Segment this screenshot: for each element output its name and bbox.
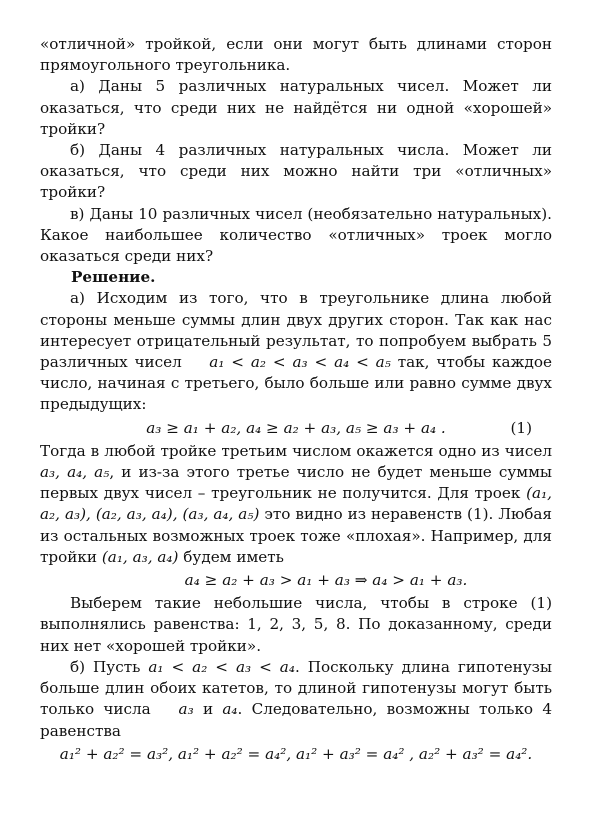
paragraph-example-numbers [40, 593, 552, 657]
math-inline: (a₁, a₃, a₄) [101, 547, 179, 566]
text: . Следовательно, возможны только 4 равенства [40, 700, 553, 740]
text: , и из-за этого третье число не будет меньше суммы первых двух чисел – треугольник не получится. Для троек [40, 463, 552, 503]
text: а) Даны 5 различных натуральных чисел. Может ли оказаться, что среди них не найдётся ни одной «хорошей» тройки? [40, 77, 552, 138]
text: . Поскольку длина гипотенузы больше длин обоих катетов, то длиной гипотенузы могут быть только числа [40, 657, 553, 719]
paragraph-solution-b [40, 657, 552, 742]
math-inline: a₁ < a₂ < a₃ < a₄ [148, 657, 295, 676]
text: и [202, 700, 214, 719]
paragraph-question-c [40, 204, 552, 268]
text: Тогда в любой тройке третьим числом окажется одно из чисел [40, 441, 552, 460]
math-display: a₁² + a₂² = a₃², a₁² + a₂² = a₄², a₁² + a₃² = a₄² , a₂² + a₃² = a₄². [59, 744, 533, 763]
text: Выберем такие небольшие числа, чтобы в строке (1) выполнялись равенства: 1, 2, 3, 5, 8. По доказанному, среди них нет «хорошей тройки». [40, 594, 552, 655]
math-inline: a₃ [178, 700, 194, 719]
math-inline: a₄ [222, 700, 238, 719]
text: будем иметь [183, 547, 284, 566]
solution-heading: Решение. [71, 268, 156, 287]
text: в) Даны 10 различных чисел (необязательно натуральных). Какое наибольшее количество «отличных» троек могло оказаться среди них? [40, 204, 552, 266]
text: так, чтобы каждое число, начиная с третьего, было больше или равно сумме двух предыдущих: [40, 353, 553, 414]
paragraph-question-b [40, 140, 552, 204]
paragraph-solution-a [40, 288, 552, 415]
text: а) Исходим из того, что в треугольнике длина любой стороны меньше суммы длин двух других сторон. Так как нас интересует отрицательный результат, то попробуем выбрать 5 различных чисел [40, 289, 552, 372]
formula-1 [40, 418, 552, 439]
math-inline: (a₁, a₂, a₃), (a₂, a₃, a₄), (a₃, a₄, a₅) [40, 484, 552, 524]
paragraph-triangle-argument [40, 441, 552, 568]
text: это видно из неравенств (1). Любая из остальных возможных троек тоже «плохая». Например, для тройки [40, 505, 553, 566]
paragraph-question-a [40, 76, 552, 140]
math-inline: a₃, a₄, a₅ [40, 463, 110, 482]
math-display: a₃ ≥ a₁ + a₂, a₄ ≥ a₂ + a₃, a₅ ≥ a₃ + a₄ . [146, 418, 446, 437]
formula-number: (1) [510, 418, 532, 437]
text: б) Даны 4 различных натуральных числа. Может ли оказаться, что среди них можно найти три «отличных» тройки? [40, 141, 552, 202]
formula-2 [40, 570, 552, 591]
math-inline: a₁ < a₂ < a₃ < a₄ < a₅ [209, 353, 391, 372]
paragraph-definition-end [40, 34, 552, 76]
formula-3 [40, 744, 552, 765]
text: «отличной» тройкой, если они могут быть длинами сторон прямоугольного треугольника. [40, 35, 552, 75]
math-display: a₄ ≥ a₂ + a₃ > a₁ + a₃ ⇒ a₄ > a₁ + a₃. [184, 571, 468, 590]
document-page [40, 34, 552, 767]
text: б) Пусть [70, 657, 141, 676]
